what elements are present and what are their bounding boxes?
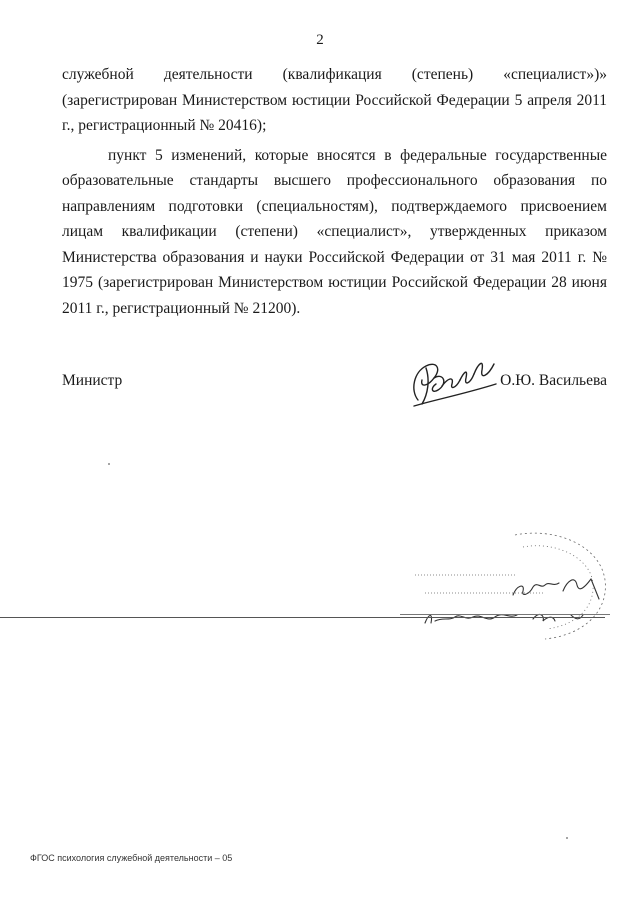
- signatory-name: О.Ю. Васильева: [500, 372, 607, 389]
- paragraph-item-5-changes: пункт 5 изменений, которые вносятся в федеральные государственные образовательные стандарты высшего профессионального образования по направлениям подготовки (специальностям), подтверждаемого присвоением лицам квалификации (степени) «специалист», утвержденных приказом Министерства образования и науки Российской Федерации от 31 мая 2011 г. № 1975 (зарегистрирован Министерством юстиции Российской Федерации 28 июня 2011 г., регистрационный № 21200).: [62, 146, 607, 317]
- document-footer: ФГОС психология служебной деятельности – 05: [30, 853, 233, 863]
- official-stamp: [395, 525, 615, 645]
- page-number: 2: [316, 32, 324, 48]
- signatory-title: Министр: [62, 372, 123, 389]
- page-divider: [0, 617, 605, 618]
- scan-speck: [566, 837, 568, 839]
- handwritten-signature: [404, 350, 504, 412]
- document-body: [62, 62, 607, 321]
- signature-block: [62, 372, 607, 402]
- paragraph-registration-20416: служебной деятельности (квалификация (степень) «специалист»)» (зарегистрирован Министерством юстиции Российской Федерации 5 апреля 2011 г., регистрационный № 20416);: [62, 66, 607, 134]
- scan-speck: [108, 463, 110, 465]
- stamp-underline: [400, 614, 610, 615]
